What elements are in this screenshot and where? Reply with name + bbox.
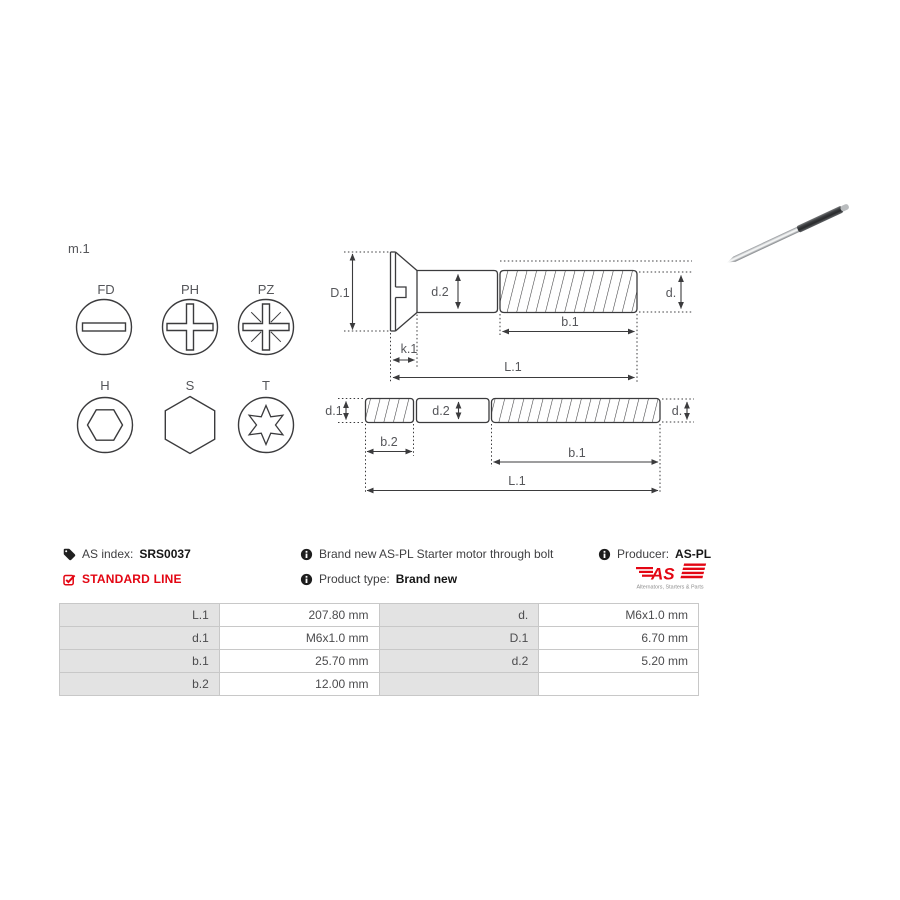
screw-side-view <box>330 252 692 382</box>
tag-icon <box>63 548 76 561</box>
standard-line-label: STANDARD LINE <box>82 572 182 586</box>
spec-value: M6x1.0 mm <box>539 604 699 627</box>
as-pl-logo <box>628 560 712 592</box>
screw-dim-b1: b.1 <box>561 315 579 329</box>
head-type-h-label: H <box>100 378 110 393</box>
spec-table <box>59 603 699 696</box>
as-index-value: SRS0037 <box>139 547 191 561</box>
logo-text: AS <box>651 564 675 584</box>
spec-label: L.1 <box>60 604 220 627</box>
head-type-h-icon <box>78 398 133 453</box>
head-type-pz-icon <box>239 300 294 355</box>
spec-value: 25.70 mm <box>219 650 379 673</box>
screw-dim-D1: D.1 <box>330 286 350 300</box>
spec-value: 12.00 mm <box>219 673 379 696</box>
head-type-s-label: S <box>185 378 195 393</box>
head-type-pz-label: PZ <box>257 282 275 297</box>
table-row <box>60 650 699 673</box>
spec-value: 5.20 mm <box>539 650 699 673</box>
producer-row <box>598 547 711 561</box>
screw-dim-L1: L.1 <box>504 360 522 374</box>
stud-dim-d2: d.2 <box>432 404 450 418</box>
head-type-fd-icon <box>77 300 132 355</box>
description-text: Brand new AS-PL Starter motor through bolt <box>319 547 554 561</box>
as-index-row <box>63 547 191 561</box>
product-type-row <box>300 572 457 586</box>
producer-label: Producer: <box>617 547 670 561</box>
spec-value: 6.70 mm <box>539 627 699 650</box>
spec-label: b.1 <box>60 650 220 673</box>
head-type-ph-label: PH <box>180 282 200 297</box>
head-type-ph-icon <box>163 300 218 355</box>
info-icon <box>300 573 313 586</box>
info-icon <box>598 548 611 561</box>
table-row <box>60 604 699 627</box>
head-type-fd-label: FD <box>97 282 115 297</box>
product-photo <box>726 203 850 266</box>
logo-caption: Alternators, Starters & Parts <box>636 584 704 591</box>
table-row <box>60 627 699 650</box>
screw-dim-d2: d.2 <box>431 285 449 299</box>
stud-side-view <box>325 399 694 495</box>
description-row <box>300 547 553 561</box>
spec-value: 207.80 mm <box>219 604 379 627</box>
product-type-label: Product type: <box>319 572 390 586</box>
spec-value <box>539 673 699 696</box>
stud-dim-d1: d.1 <box>325 404 343 418</box>
spec-label: D.1 <box>379 627 539 650</box>
view-label: m.1 <box>68 241 90 256</box>
producer-value: AS-PL <box>675 547 712 561</box>
spec-label <box>379 673 539 696</box>
table-row <box>60 673 699 696</box>
standard-line-row <box>63 572 182 586</box>
spec-value: M6x1.0 mm <box>219 627 379 650</box>
spec-label: b.2 <box>60 673 220 696</box>
stud-dim-b1: b.1 <box>568 446 586 460</box>
spec-label: d. <box>379 604 539 627</box>
head-type-icons <box>77 300 294 454</box>
stud-dim-L1: L.1 <box>508 474 526 488</box>
head-type-t-icon <box>239 398 294 453</box>
product-type-value: Brand new <box>395 572 458 586</box>
checkbox-check-icon <box>63 573 76 586</box>
stud-dim-b2: b.2 <box>380 435 398 449</box>
as-index-label: AS index: <box>82 547 134 561</box>
stud-dim-d: d. <box>671 404 683 418</box>
head-type-s-icon <box>165 397 214 454</box>
screw-dim-k1: k.1 <box>400 342 418 356</box>
head-type-t-label: T <box>262 378 270 393</box>
spec-label: d.2 <box>379 650 539 673</box>
spec-label: d.1 <box>60 627 220 650</box>
screw-dim-d: d. <box>665 286 677 300</box>
info-icon <box>300 548 313 561</box>
